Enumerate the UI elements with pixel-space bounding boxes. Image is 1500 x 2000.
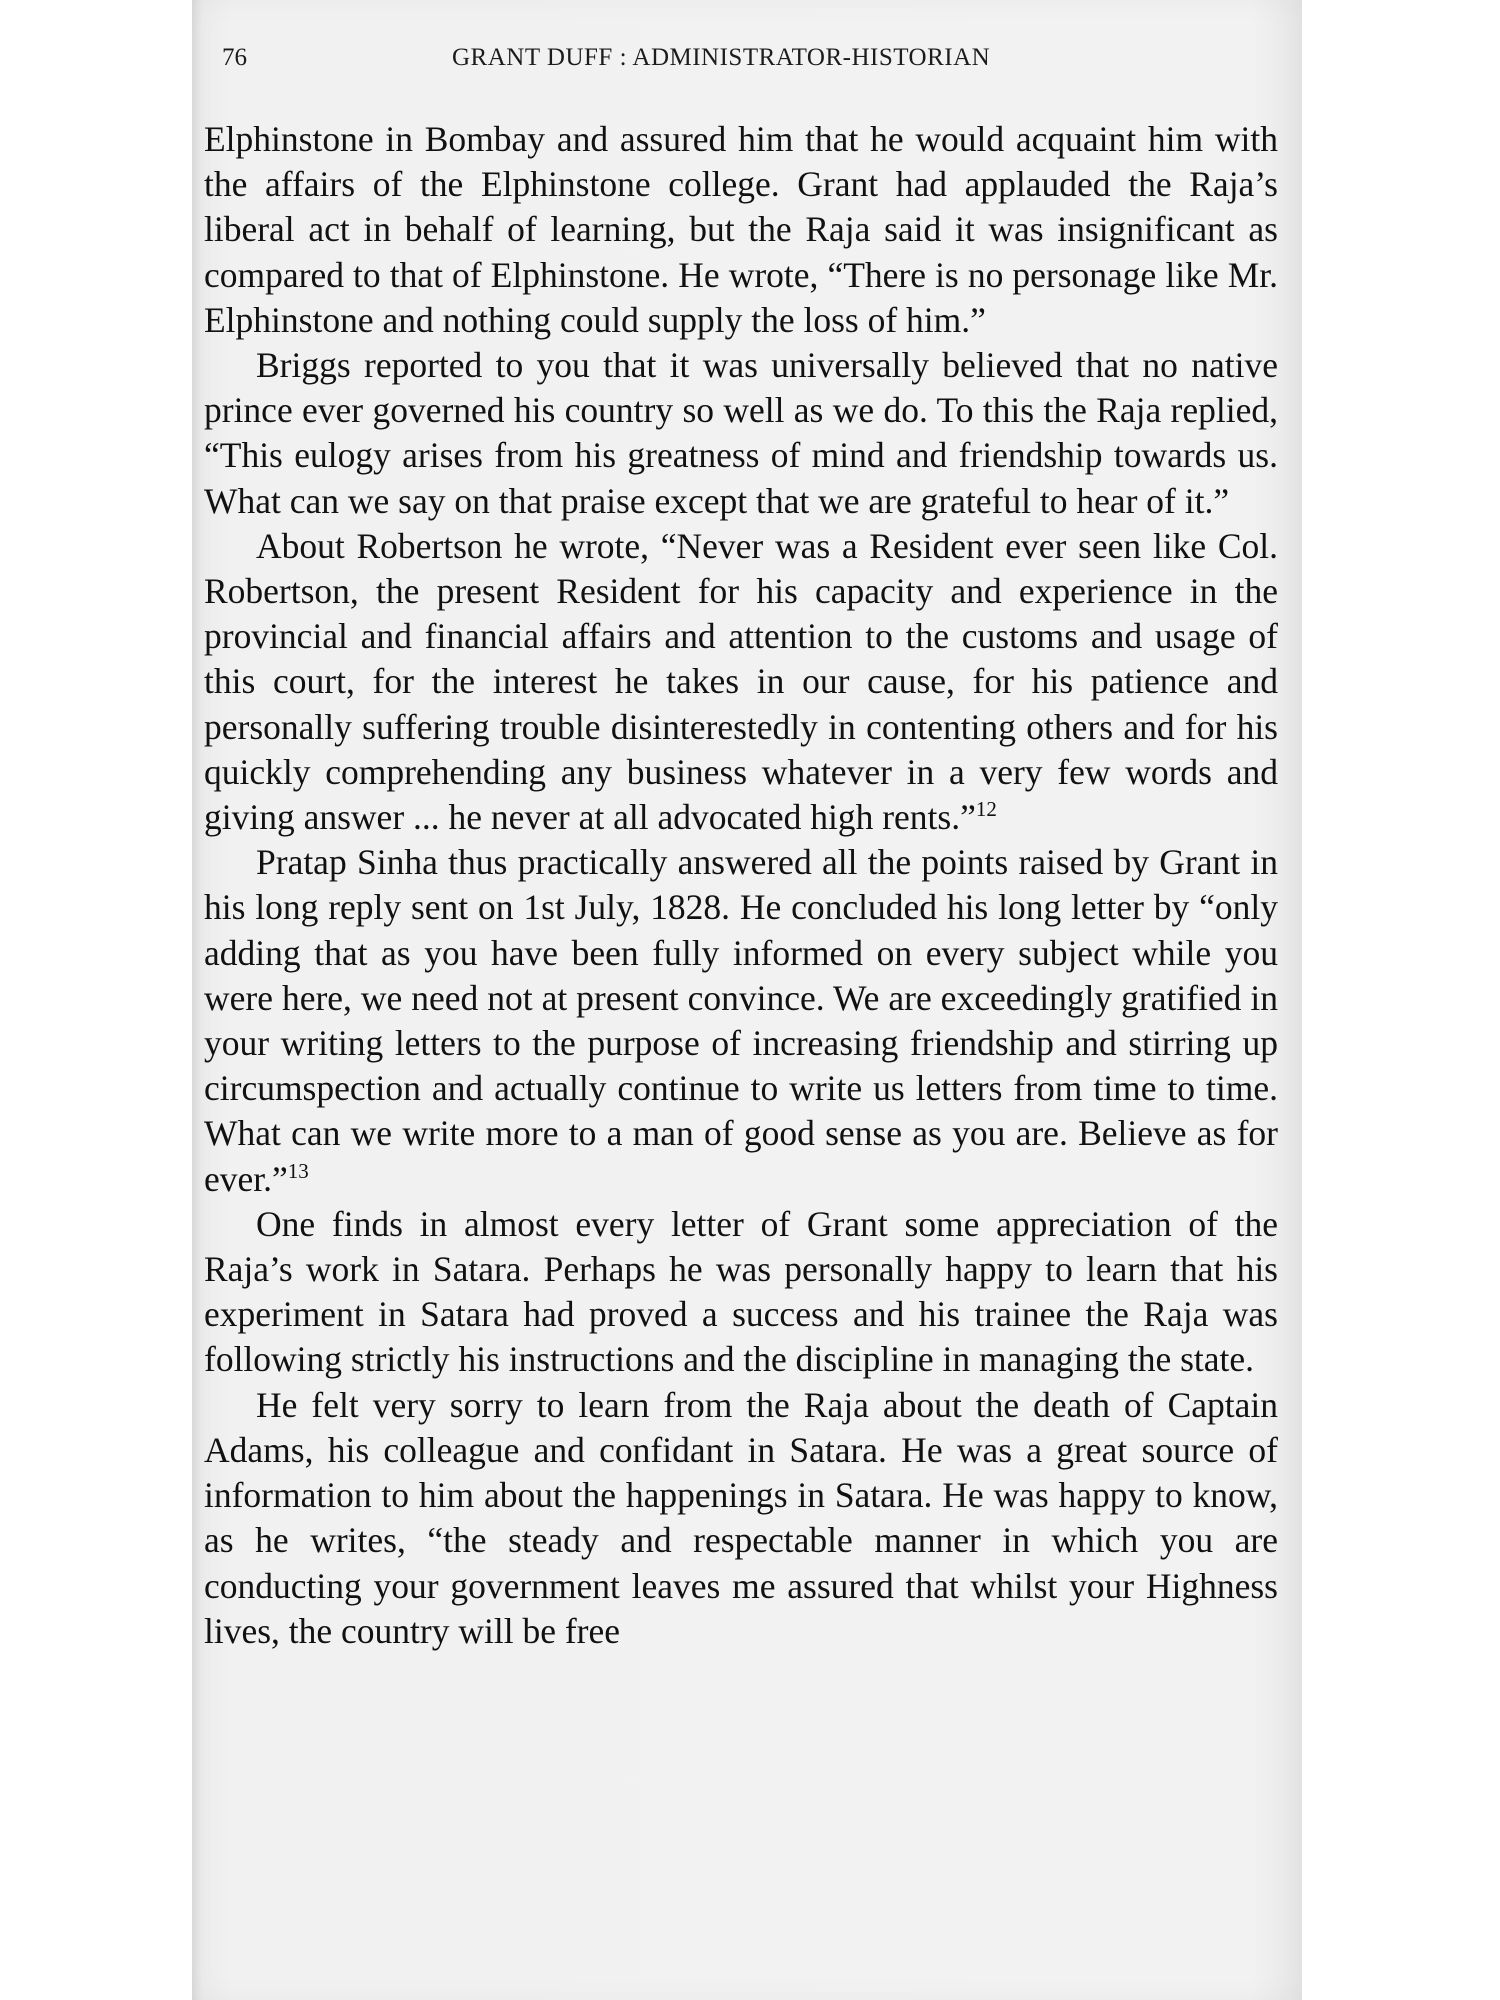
book-page [192,0,1302,2000]
paragraph-5 [204,1202,1278,1383]
paragraph-text: About Robertson he wrote, “Never was a Resident ever seen like Col. Robertson, the present Resident for his capacity and experience in the provincial and financial affairs and attention to the customs and usage of this court, for the interest he takes in our cause, for his patience and personally suffering trouble disinterestedly in contenting others and for his quickly comprehending any business whatever in a very few words and giving answer ... he never at all advocated high rents.” [204,525,1278,838]
body-text [204,117,1278,1654]
page-header [222,44,1262,78]
page-number: 76 [222,44,247,71]
paragraph-text: Briggs reported to you that it was universally believed that no native prince ever governed his country so well as we do. To this the Raja replied, “This eulogy arises from his greatness of mind and friendship towards us. What can we say on that praise except that we are grateful to hear of it.” [204,345,1278,521]
paragraph-text: Pratap Sinha thus practically answered all the points raised by Grant in his long reply sent on 1st July, 1828. He concluded his long letter by “only adding that as you have been fully informed on every subject while you were here, we need not at present convince. We are exceedingly gratified in your writing letters to the purpose of increasing friendship and stirring up circumspection and actually continue to write us letters from time to time. What can we write more to a man of good sense as you are. Believe as for ever.” [204,842,1278,1199]
paragraph-3 [204,524,1278,840]
paragraph-6 [204,1383,1278,1654]
running-head: GRANT DUFF : ADMINISTRATOR-HISTORIAN [452,44,991,71]
paragraph-text: One finds in almost every letter of Grant some appreciation of the Raja’s work in Satara. Perhaps he was personally happy to learn that his experiment in Satara had proved a success and his trainee the Raja was following strictly his instructions and the discipline in managing the state. [204,1203,1278,1380]
footnote-ref-13: 13 [287,1158,309,1183]
paragraph-text: Elphinstone in Bombay and assured him that he would acquaint him with the affairs of the Elphinstone college. Grant had applauded the Raja’s liberal act in behalf of learning, but the Raja said it was insignificant as compared to that of Elphinstone. He wrote, “There is no personage like Mr. Elphinstone and nothing could supply the loss of him.” [204,119,1278,340]
paragraph-1 [204,117,1278,343]
paragraph-2 [204,343,1278,524]
paragraph-text: He felt very sorry to learn from the Raja about the death of Captain Adams, his colleague and confidant in Satara. He was a great source of information to him about the happenings in Satara. He was happy to know, as he writes, “the steady and respectable manner in which you are conducting your government leaves me assured that whilst your Highness lives, the country will be free [204,1384,1278,1651]
footnote-ref-12: 12 [975,797,997,822]
paragraph-4 [204,840,1278,1202]
